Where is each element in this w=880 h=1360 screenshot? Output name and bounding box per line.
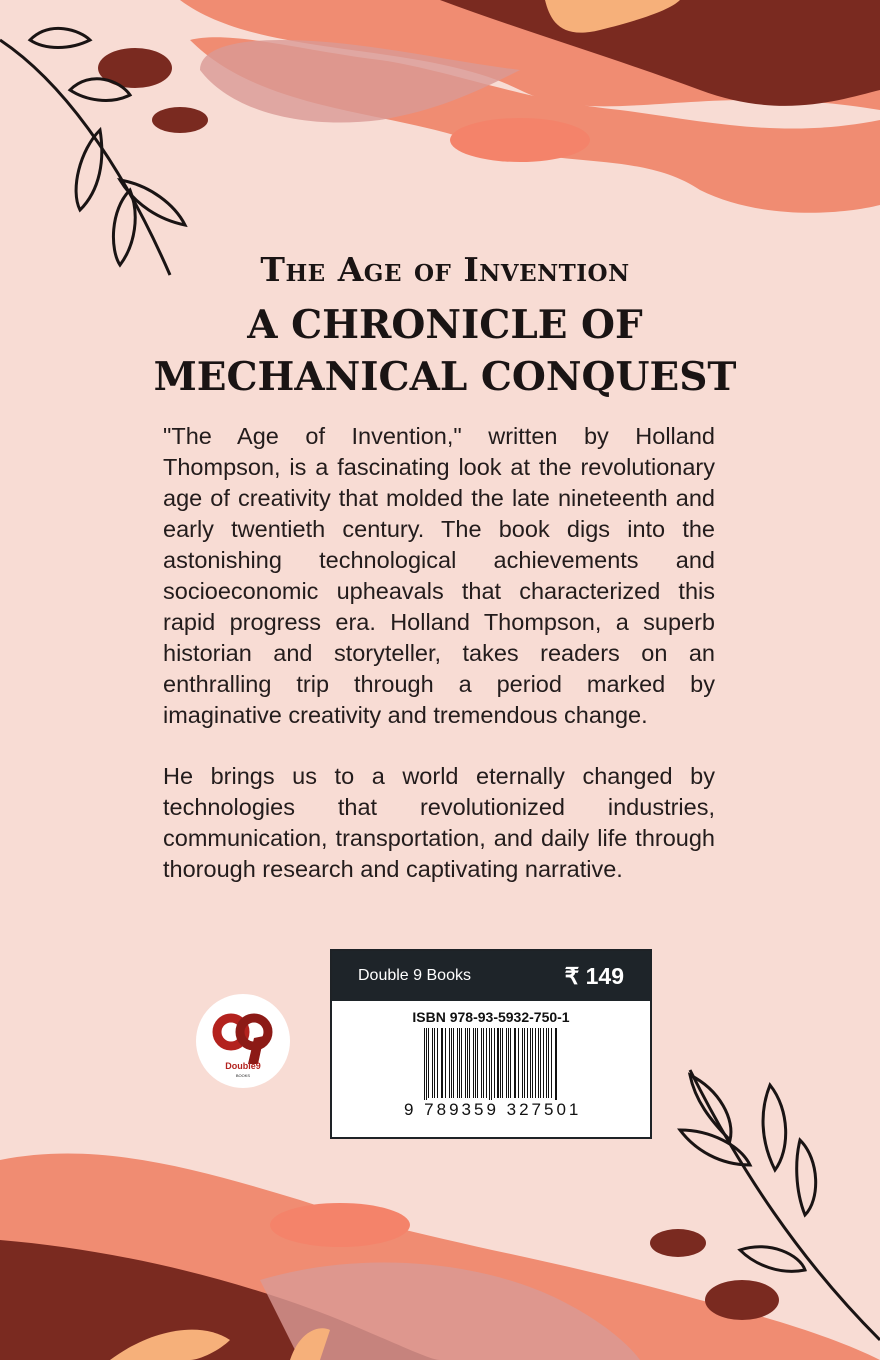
barcode-bar [424, 1028, 425, 1108]
price-barcode-label [330, 949, 652, 1139]
barcode-bar [530, 1028, 531, 1098]
blurb-paragraph-2: He brings us to a world eternally changed by technologies that revolutionized industries, communication, transportation, and daily life through thorough research and captivating narrative. [163, 763, 715, 882]
title-line-2: A CHRONICLE OF [247, 302, 643, 348]
svg-text:Double9: Double9 [225, 1061, 261, 1071]
price: ₹ 149 [564, 962, 624, 989]
svg-text:BOOKS: BOOKS [235, 1073, 251, 1078]
barcode-bar [515, 1028, 516, 1098]
publisher-logo [196, 994, 290, 1088]
barcode-bar [449, 1028, 450, 1098]
label-header [332, 951, 650, 1001]
barcode-bar [453, 1028, 454, 1098]
barcode-bar [461, 1028, 462, 1098]
barcode-bar [522, 1028, 523, 1098]
barcode-digits: 9 789359 327501 [404, 1100, 582, 1119]
blurb-paragraph-1: "The Age of Invention," written by Holland Thompson, is a fascinating look at the revolutionary age of creativity that molded the late nineteenth and early twentieth century. The book digs into the astonishing technological achievements and socioeconomic upheavals that characterized this rapid progress era. Holland Thompson, a superb historian and storyteller, takes readers on an enthralling trip through a period marked by imaginative creativity and tremendous change. [163, 423, 715, 728]
barcode-bar [548, 1028, 549, 1098]
barcode-bar [477, 1028, 478, 1098]
isbn-text: ISBN 978-93-5932-750-1 [412, 1009, 570, 1025]
barcode-bar [556, 1028, 557, 1108]
barcode-bar [540, 1028, 541, 1098]
barcode-bar [432, 1028, 433, 1098]
double9-logo-icon [196, 994, 290, 1088]
barcode-bar [445, 1028, 446, 1098]
barcode-bar [502, 1028, 503, 1098]
barcode-bar [489, 1028, 490, 1108]
barcode-bar [481, 1028, 482, 1098]
barcode-bar [434, 1028, 435, 1098]
publisher-name: Double 9 Books [358, 967, 471, 984]
barcode-bar [469, 1028, 470, 1098]
barcode-bar [497, 1028, 498, 1098]
barcode-bar [538, 1028, 539, 1098]
barcode-bar [506, 1028, 507, 1098]
title-line-3: MECHANICAL CONQUEST [153, 354, 737, 400]
title-line-1: The Age of Invention [260, 250, 630, 289]
